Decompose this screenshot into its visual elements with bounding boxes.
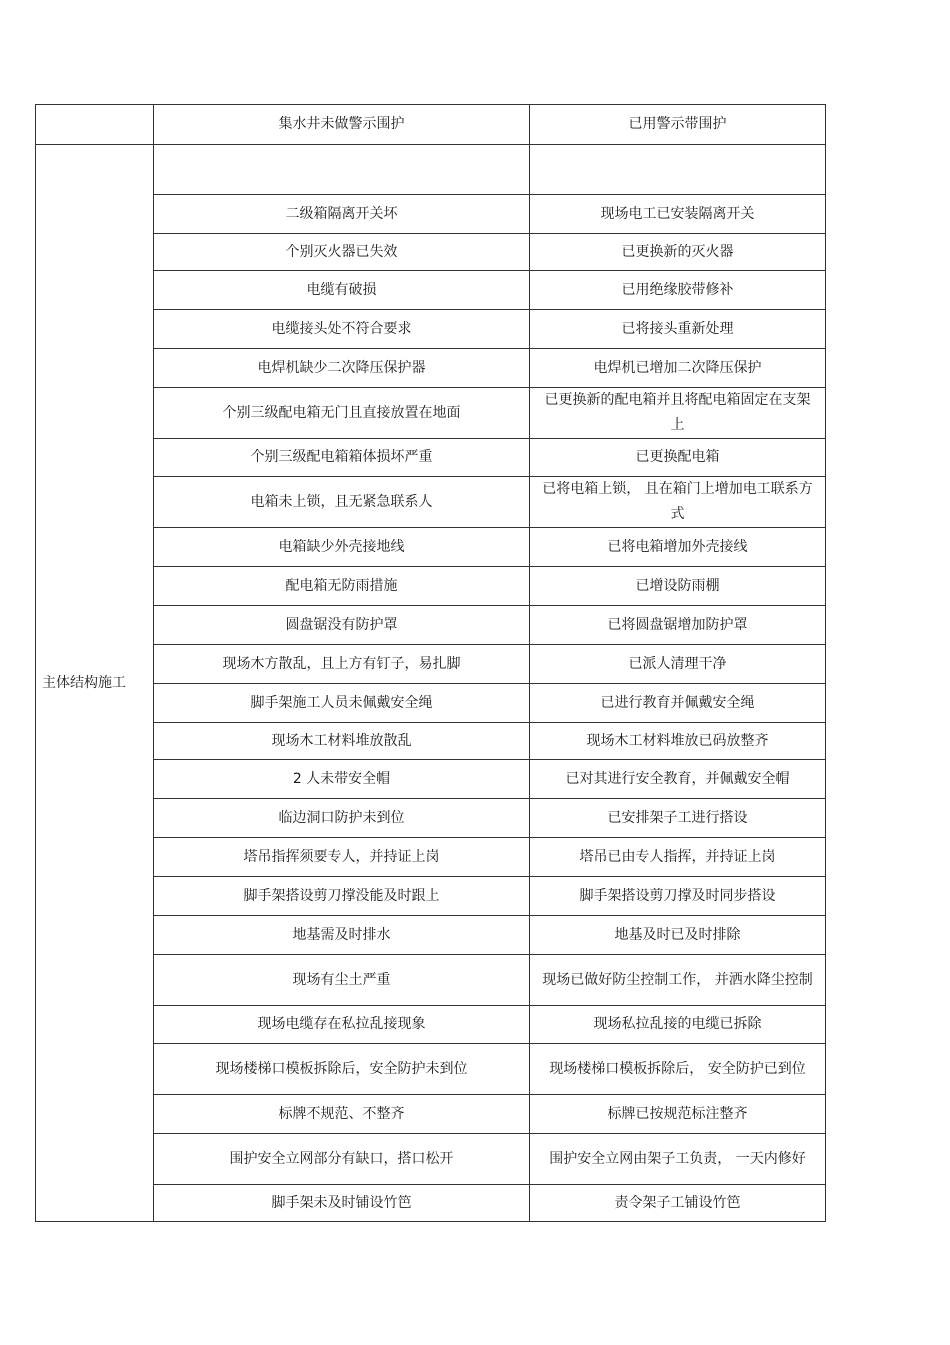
- table-row: [36, 684, 826, 723]
- fix-cell: 已更换新的配电箱并且将配电箱固定在支架上: [530, 388, 826, 439]
- table-row: [36, 349, 826, 388]
- fix-cell: 电焊机已增加二次降压保护: [530, 349, 826, 388]
- issue-cell: 脚手架未及时铺设竹笆: [154, 1185, 530, 1222]
- issue-cell: 临边洞口防护未到位: [154, 799, 530, 838]
- table-row: [36, 439, 826, 477]
- issue-cell: 个别灭火器已失效: [154, 234, 530, 271]
- rectification-table: [35, 104, 826, 1222]
- table-row: [36, 799, 826, 838]
- fix-cell: 围护安全立网由架子工负责， 一天内修好: [530, 1134, 826, 1185]
- issue-cell: 圆盘锯没有防护罩: [154, 606, 530, 645]
- fix-cell: 现场电工已安装隔离开关: [530, 195, 826, 234]
- fix-cell: 标牌已按规范标注整齐: [530, 1095, 826, 1134]
- issue-cell: [154, 145, 530, 195]
- fix-cell: 已将圆盘锯增加防护罩: [530, 606, 826, 645]
- table-row: [36, 1006, 826, 1044]
- fix-cell: 脚手架搭设剪刀撑及时同步搭设: [530, 877, 826, 916]
- table-row: [36, 1044, 826, 1095]
- fix-cell: 已将电箱上锁， 且在箱门上增加电工联系方式: [530, 477, 826, 528]
- table-row: [36, 195, 826, 234]
- fix-cell: 已用绝缘胶带修补: [530, 271, 826, 310]
- issue-cell: 配电箱无防雨措施: [154, 567, 530, 606]
- table-row: [36, 388, 826, 439]
- issue-cell: 地基需及时排水: [154, 916, 530, 955]
- issue-cell: 现场木方散乱，且上方有钉子，易扎脚: [154, 645, 530, 684]
- issue-cell: 个别三级配电箱无门且直接放置在地面: [154, 388, 530, 439]
- issue-cell: 电缆接头处不符合要求: [154, 310, 530, 349]
- fix-cell: 已更换配电箱: [530, 439, 826, 477]
- issue-cell: 二级箱隔离开关坏: [154, 195, 530, 234]
- fix-cell: [530, 145, 826, 195]
- issue-cell: 塔吊指挥须要专人，并持证上岗: [154, 838, 530, 877]
- issue-cell: 现场电缆存在私拉乱接现象: [154, 1006, 530, 1044]
- table-row: [36, 567, 826, 606]
- issue-cell: 现场有尘土严重: [154, 955, 530, 1006]
- table-row: [36, 1134, 826, 1185]
- issue-cell: 个别三级配电箱箱体损坏严重: [154, 439, 530, 477]
- issue-cell: 现场木工材料堆放散乱: [154, 723, 530, 760]
- table-row: [36, 916, 826, 955]
- fix-cell: 已将电箱增加外壳接线: [530, 528, 826, 567]
- issue-cell: 2 人未带安全帽: [154, 760, 530, 799]
- issue-cell: 现场楼梯口模板拆除后，安全防护未到位: [154, 1044, 530, 1095]
- fix-cell: 现场已做好防尘控制工作， 并洒水降尘控制: [530, 955, 826, 1006]
- table-row: [36, 838, 826, 877]
- fix-cell: 现场木工材料堆放已码放整齐: [530, 723, 826, 760]
- category-cell: 主体结构施工: [36, 145, 154, 1222]
- fix-cell: 责令架子工铺设竹笆: [530, 1185, 826, 1222]
- issue-cell: 电缆有破损: [154, 271, 530, 310]
- table-row: [36, 234, 826, 271]
- fix-cell: 已安排架子工进行搭设: [530, 799, 826, 838]
- table-row: [36, 760, 826, 799]
- table-row: [36, 528, 826, 567]
- issue-cell: 脚手架搭设剪刀撑没能及时跟上: [154, 877, 530, 916]
- fix-cell: 地基及时已及时排除: [530, 916, 826, 955]
- table-row: [36, 955, 826, 1006]
- table-row: [36, 477, 826, 528]
- table-row: [36, 271, 826, 310]
- category-cell-empty: [36, 105, 154, 145]
- fix-cell: 已用警示带围护: [530, 105, 826, 145]
- fix-cell: 现场私拉乱接的电缆已拆除: [530, 1006, 826, 1044]
- table-row: [36, 105, 826, 145]
- fix-cell: 现场楼梯口模板拆除后， 安全防护已到位: [530, 1044, 826, 1095]
- fix-cell: 塔吊已由专人指挥，并持证上岗: [530, 838, 826, 877]
- issue-cell: 脚手架施工人员未佩戴安全绳: [154, 684, 530, 723]
- issue-cell: 围护安全立网部分有缺口，搭口松开: [154, 1134, 530, 1185]
- table-row: [36, 1185, 826, 1222]
- fix-cell: 已增设防雨棚: [530, 567, 826, 606]
- table-row: [36, 723, 826, 760]
- fix-cell: 已进行教育并佩戴安全绳: [530, 684, 826, 723]
- table-row: [36, 606, 826, 645]
- fix-cell: 已派人清理干净: [530, 645, 826, 684]
- table-row: [36, 310, 826, 349]
- fix-cell: 已将接头重新处理: [530, 310, 826, 349]
- table-row: [36, 877, 826, 916]
- issue-cell: 集水井未做警示围护: [154, 105, 530, 145]
- issue-cell: 电箱缺少外壳接地线: [154, 528, 530, 567]
- table-row: [36, 145, 826, 195]
- fix-cell: 已更换新的灭火器: [530, 234, 826, 271]
- issue-cell: 标牌不规范、不整齐: [154, 1095, 530, 1134]
- issue-cell: 电箱未上锁，且无紧急联系人: [154, 477, 530, 528]
- issue-cell: 电焊机缺少二次降压保护器: [154, 349, 530, 388]
- table-row: [36, 645, 826, 684]
- fix-cell: 已对其进行安全教育，并佩戴安全帽: [530, 760, 826, 799]
- table-row: [36, 1095, 826, 1134]
